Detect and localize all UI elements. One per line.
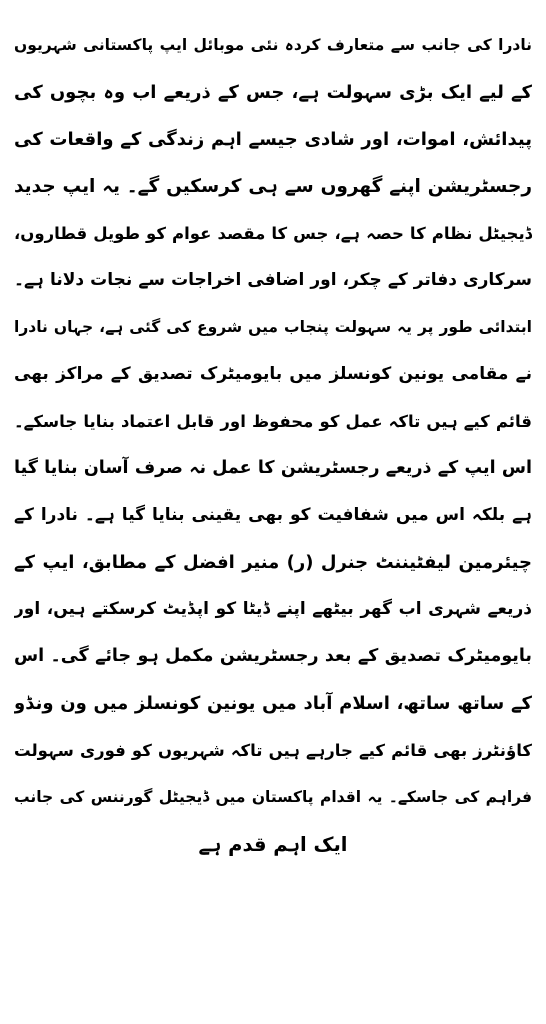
text-line-12: چیئرمین لیفٹیننٹ جنرل (ر) منیر افضل کے مطابق، ایپ کے (14, 552, 532, 573)
text-line-11: ہے بلکہ اس میں شفافیت کو بھی یقینی بنایا گیا ہے۔ نادرا کے (14, 505, 532, 525)
text-line-14: بایومیٹرک تصدیق کے بعد رجسٹریشن مکمل ہو جائے گی۔ اس (14, 646, 532, 666)
text-line-2: کے لیے ایک بڑی سہولت ہے، جس کے ذریعے اب وہ بچوں کی (14, 82, 532, 103)
article-body (14, 22, 532, 868)
text-line-17: فراہم کی جاسکے۔ یہ اقدام پاکستان میں ڈیجیٹل گورننس کی جانب (14, 788, 532, 806)
text-line-3: پیدائش، اموات، اور شادی جیسے اہم زندگی کے واقعات کی (14, 129, 532, 150)
text-line-16: کاؤنٹرز بھی قائم کیے جارہے ہیں تاکہ شہریوں کو فوری سہولت (14, 741, 532, 760)
text-line-15: کے ساتھ ساتھ، اسلام آباد میں یونین کونسلز میں ون ونڈو (14, 693, 532, 714)
text-line-9: قائم کیے ہیں تاکہ عمل کو محفوظ اور قابل اعتماد بنایا جاسکے۔ (14, 412, 532, 431)
text-line-6: سرکاری دفاتر کے چکر، اور اضافی اخراجات سے نجات دلانا ہے۔ (14, 270, 532, 290)
text-line-10: اس ایپ کے ذریعے رجسٹریشن کا عمل نہ صرف آسان بنایا گیا (14, 458, 532, 478)
text-line-7: ابتدائی طور پر یہ سہولت پنجاب میں شروع کی گئی ہے، جہاں نادرا (14, 318, 532, 336)
text-line-18: ایک اہم قدم ہے (198, 833, 348, 856)
text-line-4: رجسٹریشن اپنے گھروں سے ہی کرسکیں گے۔ یہ ایپ جدید (14, 176, 532, 197)
text-line-13: ذریعے شہری اب گھر بیٹھے اپنے ڈیٹا کو اپڈیٹ کرسکتے ہیں، اور (14, 599, 532, 619)
text-line-8: نے مقامی یونین کونسلز میں بایومیٹرک تصدیق کے مراکز بھی (14, 364, 532, 384)
text-line-1: نادرا کی جانب سے متعارف کردہ نئی موبائل ایپ پاکستانی شہریوں (14, 36, 532, 54)
text-line-5: ڈیجیٹل نظام کا حصہ ہے، جس کا مقصد عوام کو طویل قطاروں، (14, 224, 532, 243)
